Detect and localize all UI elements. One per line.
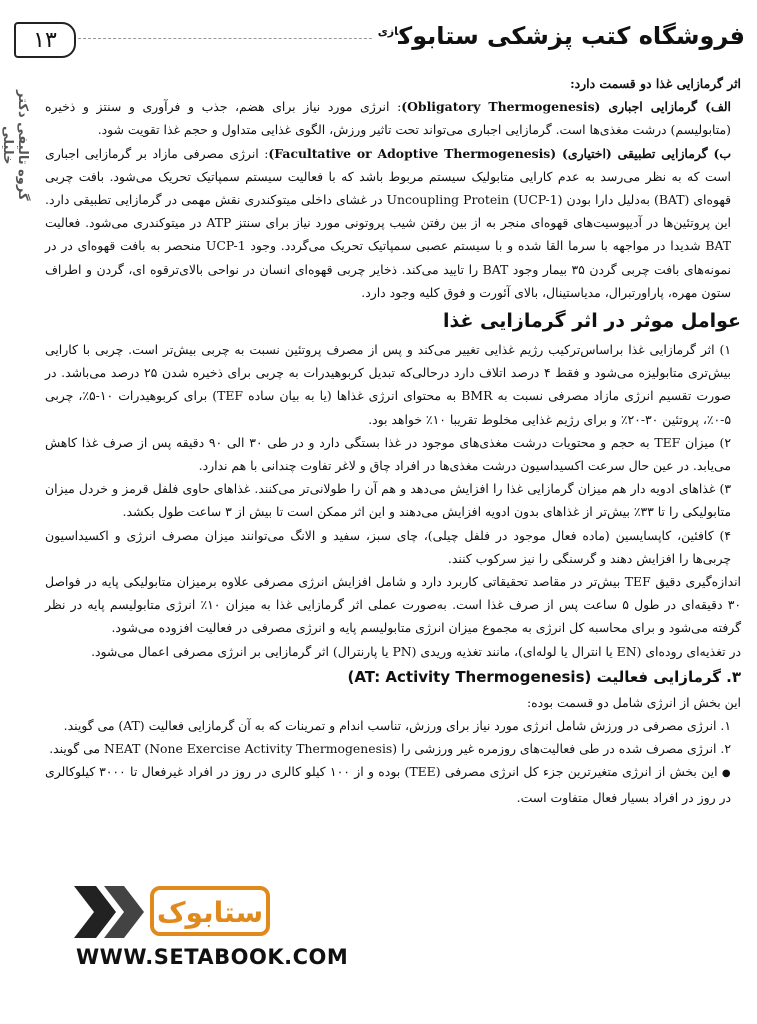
section3-item: ۲. انرژی مصرف شده در طی فعالیت‌های روزمره غیر ورزشی را NEAT (None Exercise Activity Thermogenesis) می گویند. [49, 741, 731, 757]
item-a-label: الف) گرمازایی اجباری (Obligatory Thermogenesis) [401, 99, 731, 115]
item-a-text: : انرژی مورد نیاز برای هضم، جذب و فرآوری و سنتز و ذخیره (متابولیسم) درشت مغذی‌ها است. گرمازایی اجباری می‌تواند تحت تاثیر ورزش، الگوی غذایی متداول و حجم غذا تقویت شود. [45, 99, 731, 138]
side-author-strip: گروه تالیفی دکتر خلیلی [0, 89, 30, 201]
item-a [45, 95, 741, 141]
setabook-logo [74, 878, 274, 950]
bullet-icon: ● [721, 768, 731, 780]
intro-line: اثر گرمازایی غذا دو قسمت دارد: [570, 76, 741, 91]
setabook-url: WWW.SETABOOK.COM [76, 945, 349, 969]
factor-item: ۲) میزان TEF به حجم و محتویات درشت مغذی‌های موجود در غذا بستگی دارد و در طی ۳۰ الی ۹۰ دقیقه پس از صرف غذا کاهش می‌یابد. در عین حال سرعت اکسیداسیون درشت مغذی‌ها در افراد چاق و لاغر تفاوت چندانی با هم ندارد. [45, 434, 732, 474]
store-title-text: فروشگاه کتب پزشکی ستابوک [398, 22, 745, 50]
item-b-text: : انرژی مصرفی مازاد بر گرمازایی اجباری است که به نظر می‌رسد به عدم کارایی متابولیک سیستم مربوط باشد که با فعالیت سیستم سمپاتیک تحریک می‌شود. بافت چربی قهوه‌ای (BAT) به‌دلیل دارا بودن Uncoupling Protein (UCP-1) در غشای داخلی میتوکندری نقش مهمی در گرمازایی تطبیقی دارد. این پروتئین‌ها در آدیپوسیت‌های قهوه‌ای منجر به از بین رفتن شیب پروتونی مورد نیاز برای سنتز ATP در میتوکندری می‌شود. فعالیت BAT شدیدا در مواجهه با سرما القا شده و با سیستم عصبی سمپاتیک تحریک می‌گردد. وجود UCP-1 منحصر به بافت قهوه‌ای در در نمونه‌های بافت چربی گردن ۳۵ بیمار وجود BAT را تایید می‌کند. ذخایر چربی قهوه‌ای انسان در نواحی بالای‌ترقوه ای، گردن و اطراف ستون مهره، پاراورتبرال، مدیاستینال، بالای آئورت و فوق کلیه وجود دارد. [45, 145, 731, 300]
section3-bullet-text: این بخش از انرژی متغیرترین جزء کل انرژی مصرفی (TEE) بوده و از ۱۰۰ کیلو کالری در روز در افراد غیرفعال تا ۳۰۰۰ کیلوکالری در روز در افراد بسیار فعال متفاوت است. [45, 764, 731, 805]
store-title-sup: ازی [377, 25, 399, 38]
section3-bullet [45, 760, 741, 808]
item-b-label: ب) گرمازایی تطبیقی (اختیاری) (Facultative or Adoptive Thermogenesis) [268, 145, 731, 161]
item-b [45, 142, 741, 304]
factor-item: ۱) اثر گرمازایی غذا براساس‌ترکیب رژیم غذایی تغییر می‌کند و پس از مصرف پروتئین نسبت به چربی بیش‌تر است. چربی با کارایی بیش‌تری متابولیزه می‌شود و فقط ۴ درصد اتلاف دارد درحالی‌که تبدیل کربوهیدرات به چربی برای ذخیره شدن ۲۵ درصد می‌باشد. در صورت تقسیم انرژی مازاد مصرفی نسبت به BMR به محتوای انرژی غذاها (یا به بیان ساده TEF) برای کربوهیدرات ۱۰-۵٪، چربی ۵-۰٪، پروتئین ۳۰-۲۰٪ و برای رژیم غذایی مخلوط تقریبا ۱۰٪ خواهد بود. [45, 342, 732, 427]
paragraph-feeding: در تغذیه‌ای روده‌ای (EN یا انترال یا لوله‌ای)، مانند تغذیه وریدی (PN یا پارنترال) اثر گرمازایی بر انرژی مصرفی اعمال می‌شود. [91, 643, 741, 659]
section3-heading: ۳. گرمازایی فعالیت (AT: Activity Thermogenesis) [347, 667, 741, 686]
section3-item: ۱. انرژی مصرفی در ورزش شامل انرژی مورد نیاز برای ورزش، تناسب اندام و تمرینات که به آن گرمازایی فعالیت (AT) می گویند. [63, 718, 731, 734]
section3-intro: این بخش از انرژی شامل دو قسمت بوده: [527, 694, 741, 710]
section-heading-factors: عوامل موثر در اثر گرمازایی غذا [442, 310, 741, 333]
factor-item: ۴) کافئین، کاپسایسین (ماده فعال موجود در فلفل چیلی)، چای سبز، سفید و الانگ می‌توانند میزان مصرف انرژی و اکسیداسیون چربی‌ها را افزایش دهند و گرسنگی را نیز سرکوب کنند. [45, 527, 731, 566]
logo-chevron-icon [74, 886, 116, 938]
factor-item: ۳) غذاهای ادویه دار هم میزان گرمازایی غذا را افزایش می‌دهد و هم آن را طولانی‌تر می‌کنند. غذاهای حاوی فلفل قرمز و خردل میزان متابولیکی را تا ۳۳٪ بیش‌تر از غذاهای بدون ادویه افزایش می‌دهند و این اثر ممکن است تا بیش از ۳ ساعت طول بکشد. [45, 481, 731, 520]
logo-mark-text: ستابوک [156, 896, 264, 929]
page-number: ۱۳ [14, 22, 76, 58]
store-title [372, 22, 745, 50]
page-content [45, 72, 741, 809]
paragraph-measurement: اندازه‌گیری دقیق TEF بیش‌تر در مقاصد تحقیقاتی کاربرد دارد و شامل افزایش انرژی مصرفی علاوه برمیزان متابولیکی پایه در فواصل ۳۰ دقیقه‌ای در طول ۵ ساعت پس از صرف غذا است. به‌صورت عملی اثر گرمازایی غذا به میزان ۱۰٪ انرژی متابولیسم پایه در نظر گرفته می‌شود و برای محاسبه کل انرژی به مجموع میزان انرژی متابولیسم پایه و انرژی مصرفی در فعالیت افزوده می‌شود. [45, 574, 741, 636]
